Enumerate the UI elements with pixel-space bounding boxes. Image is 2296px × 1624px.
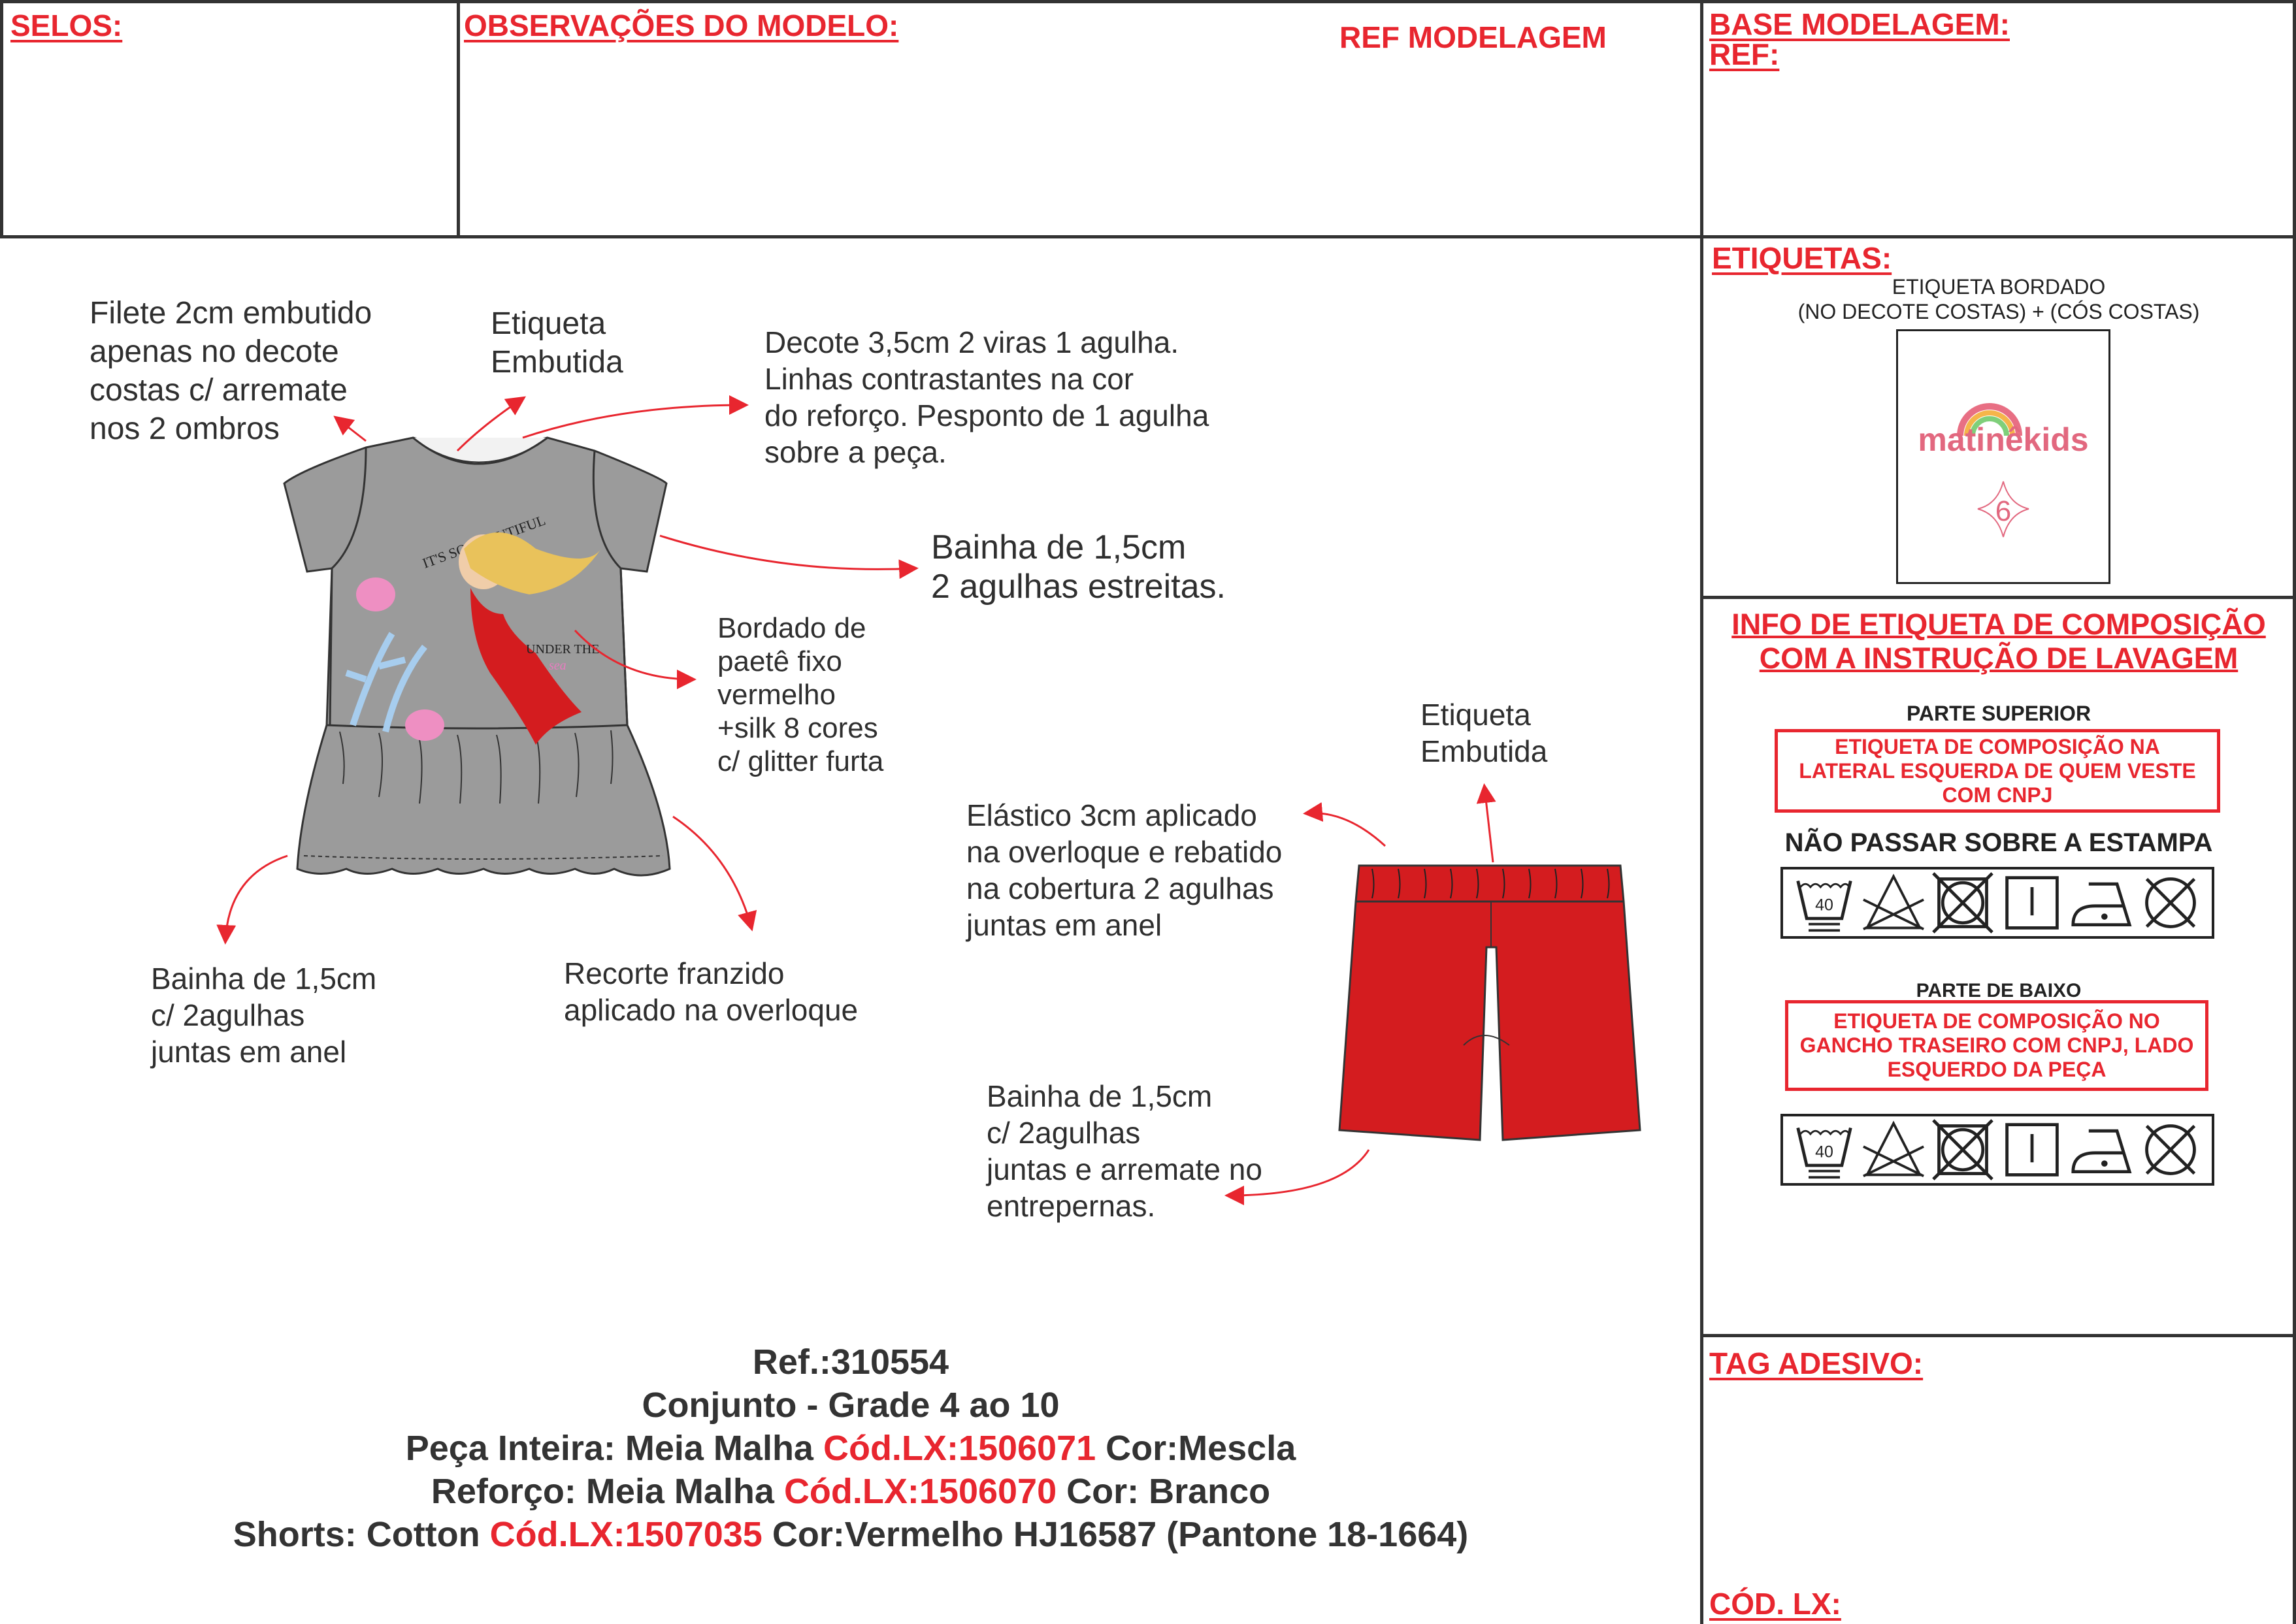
observacoes-label: OBSERVAÇÕES DO MODELO: [464,8,899,42]
box-line: ETIQUETA DE COMPOSIÇÃO NA [1835,734,2160,758]
artwork-line3: sea [549,658,566,673]
note-line: Embutida [1420,734,1548,768]
care-symbols-bottom [1780,1114,2214,1186]
wash-40-gentle-icon [1793,1118,1856,1181]
note-line: Bainha de 1,5cm [931,528,1187,566]
spec-conjunto: Conjunto - Grade 4 ao 10 [642,1386,1060,1425]
composicao-title [1701,608,2296,675]
spec-label: Shorts: Cotton [233,1515,490,1554]
artwork-line1: IT'S SO BEAUTIFUL [420,512,548,572]
box-line: LATERAL ESQUERDA DE QUEM VESTE [1799,758,2196,783]
note-line: Filete 2cm embutido [90,296,372,331]
parte-baixo-label: PARTE DE BAIXO [1916,980,2082,1001]
note-line: juntas e arremate no [987,1152,1262,1186]
brand-label [1896,329,2110,584]
base-modelagem-label: BASE MODELAGEM: [1709,7,2010,41]
note-line: Etiqueta [1420,698,1531,732]
note-line: na overloque e rebatido [966,835,1283,869]
etiqueta-desc-line: (NO DECOTE COSTAS) + (CÓS COSTAS) [1797,300,2200,323]
note-line: juntas em anel [151,1035,347,1069]
note-line: costas c/ arremate [90,373,348,408]
note-line: nos 2 ombros [90,412,280,446]
spec-label: Peça Inteira: Meia Malha [405,1429,823,1468]
box-line: GANCHO TRASEIRO COM CNPJ, LADO [1799,1033,2194,1057]
box-line: ESQUERDO DA PEÇA [1887,1058,2107,1081]
spec-ref: Ref.:310554 [752,1342,949,1382]
note-line: paetê fixo [717,645,842,677]
no-dry-clean-icon [2139,871,2202,934]
spec-peca [0,1427,1701,1470]
note-line: entrepernas. [987,1189,1156,1223]
no-dry-clean-icon [2139,1118,2202,1181]
note-line: juntas em anel [966,908,1162,942]
composicao-title-line: COM A INSTRUÇÃO DE LAVAGEM [1759,641,2239,675]
spec-shorts [0,1513,1701,1556]
note-line: +silk 8 cores [717,712,878,744]
note-line: Embutida [491,345,623,380]
no-bleach-icon [1862,1118,1925,1181]
size-value: 6 [1995,495,2012,527]
etiquetas-title: ETIQUETAS: [1712,241,1892,275]
iron-low-icon [2070,871,2133,934]
line-dry-icon [2001,1118,2063,1181]
note-line: do reforço. Pesponto de 1 agulha [764,398,1209,432]
parte-superior-box [1775,729,2220,813]
composicao-title-line: INFO DE ETIQUETA DE COMPOSIÇÃO [1731,608,2266,641]
iron-low-icon [2070,1118,2133,1181]
line-dry-icon [2001,871,2063,934]
note-line: Elástico 3cm aplicado [966,798,1257,832]
note-line: 2 agulhas estreitas. [931,568,1226,606]
note-line: c/ 2agulhas [151,998,305,1032]
note-line: Bainha de 1,5cm [987,1079,1213,1113]
note-line: aplicado na overloque [564,993,859,1027]
wash-40-gentle-icon [1793,871,1856,934]
svg-text:40: 40 [1815,1143,1833,1161]
brand-logo [1898,331,2108,582]
note-line: c/ glitter furta [717,745,884,777]
spec-color: Cor:Mescla [1096,1429,1296,1468]
note-line: Bainha de 1,5cm [151,962,377,996]
no-bleach-icon [1862,871,1925,934]
product-specs [0,1340,1701,1556]
etiqueta-desc-line: ETIQUETA BORDADO [1892,275,2106,299]
tag-adesivo-title: TAG ADESIVO: [1709,1346,1924,1380]
etiqueta-desc [1701,274,2296,324]
note-line: Bordado de [717,612,866,644]
care-symbols-top [1780,867,2214,939]
spec-color: Cor: Branco [1057,1472,1271,1511]
note-line: c/ 2agulhas [987,1116,1141,1150]
spec-color: Cor:Vermelho HJ16587 (Pantone 18-1664) [762,1515,1469,1554]
box-line: COM CNPJ [1942,783,2053,807]
spec-code: Cód.LX:1506070 [783,1472,1057,1511]
parte-superior-label: PARTE SUPERIOR [1906,702,2091,725]
note-line: vermelho [717,679,836,711]
box-line: ETIQUETA DE COMPOSIÇÃO NO [1833,1009,2160,1033]
warning-text: NÃO PASSAR SOBRE A ESTAMPA [1784,828,2213,857]
cod-lx-label: CÓD. LX: [1709,1587,1841,1621]
spec-label: Reforço: Meia Malha [431,1472,784,1511]
note-line: Recorte franzido [564,956,785,990]
selos-label: SELOS: [10,8,123,42]
right-divider-1 [1701,596,2296,599]
ref-modelagem-label: REF MODELAGEM [1339,20,1607,54]
brand-logo-text: matinêkids [1918,421,2089,458]
spec-code: Cód.LX:1507035 [489,1515,763,1554]
spec-reforco [0,1470,1701,1513]
note-line: Decote 3,5cm 2 viras 1 agulha. [764,325,1179,359]
border-right [2293,0,2296,1624]
note-line: sobre a peça. [764,435,947,469]
no-tumble-dry-icon [1931,871,1994,934]
artwork-line2: UNDER THE [526,642,600,657]
ref-label: REF: [1709,37,1780,71]
note-line: na cobertura 2 agulhas [966,871,1274,905]
spec-code: Cód.LX:1506071 [823,1429,1096,1468]
right-divider-2 [1701,1334,2296,1337]
no-tumble-dry-icon [1931,1118,1994,1181]
note-line: Linhas contrastantes na cor [764,362,1134,396]
note-line: apenas no decote [90,334,339,369]
note-line: Etiqueta [491,306,606,341]
parte-baixo-box [1785,1000,2208,1091]
svg-text:40: 40 [1815,896,1833,915]
